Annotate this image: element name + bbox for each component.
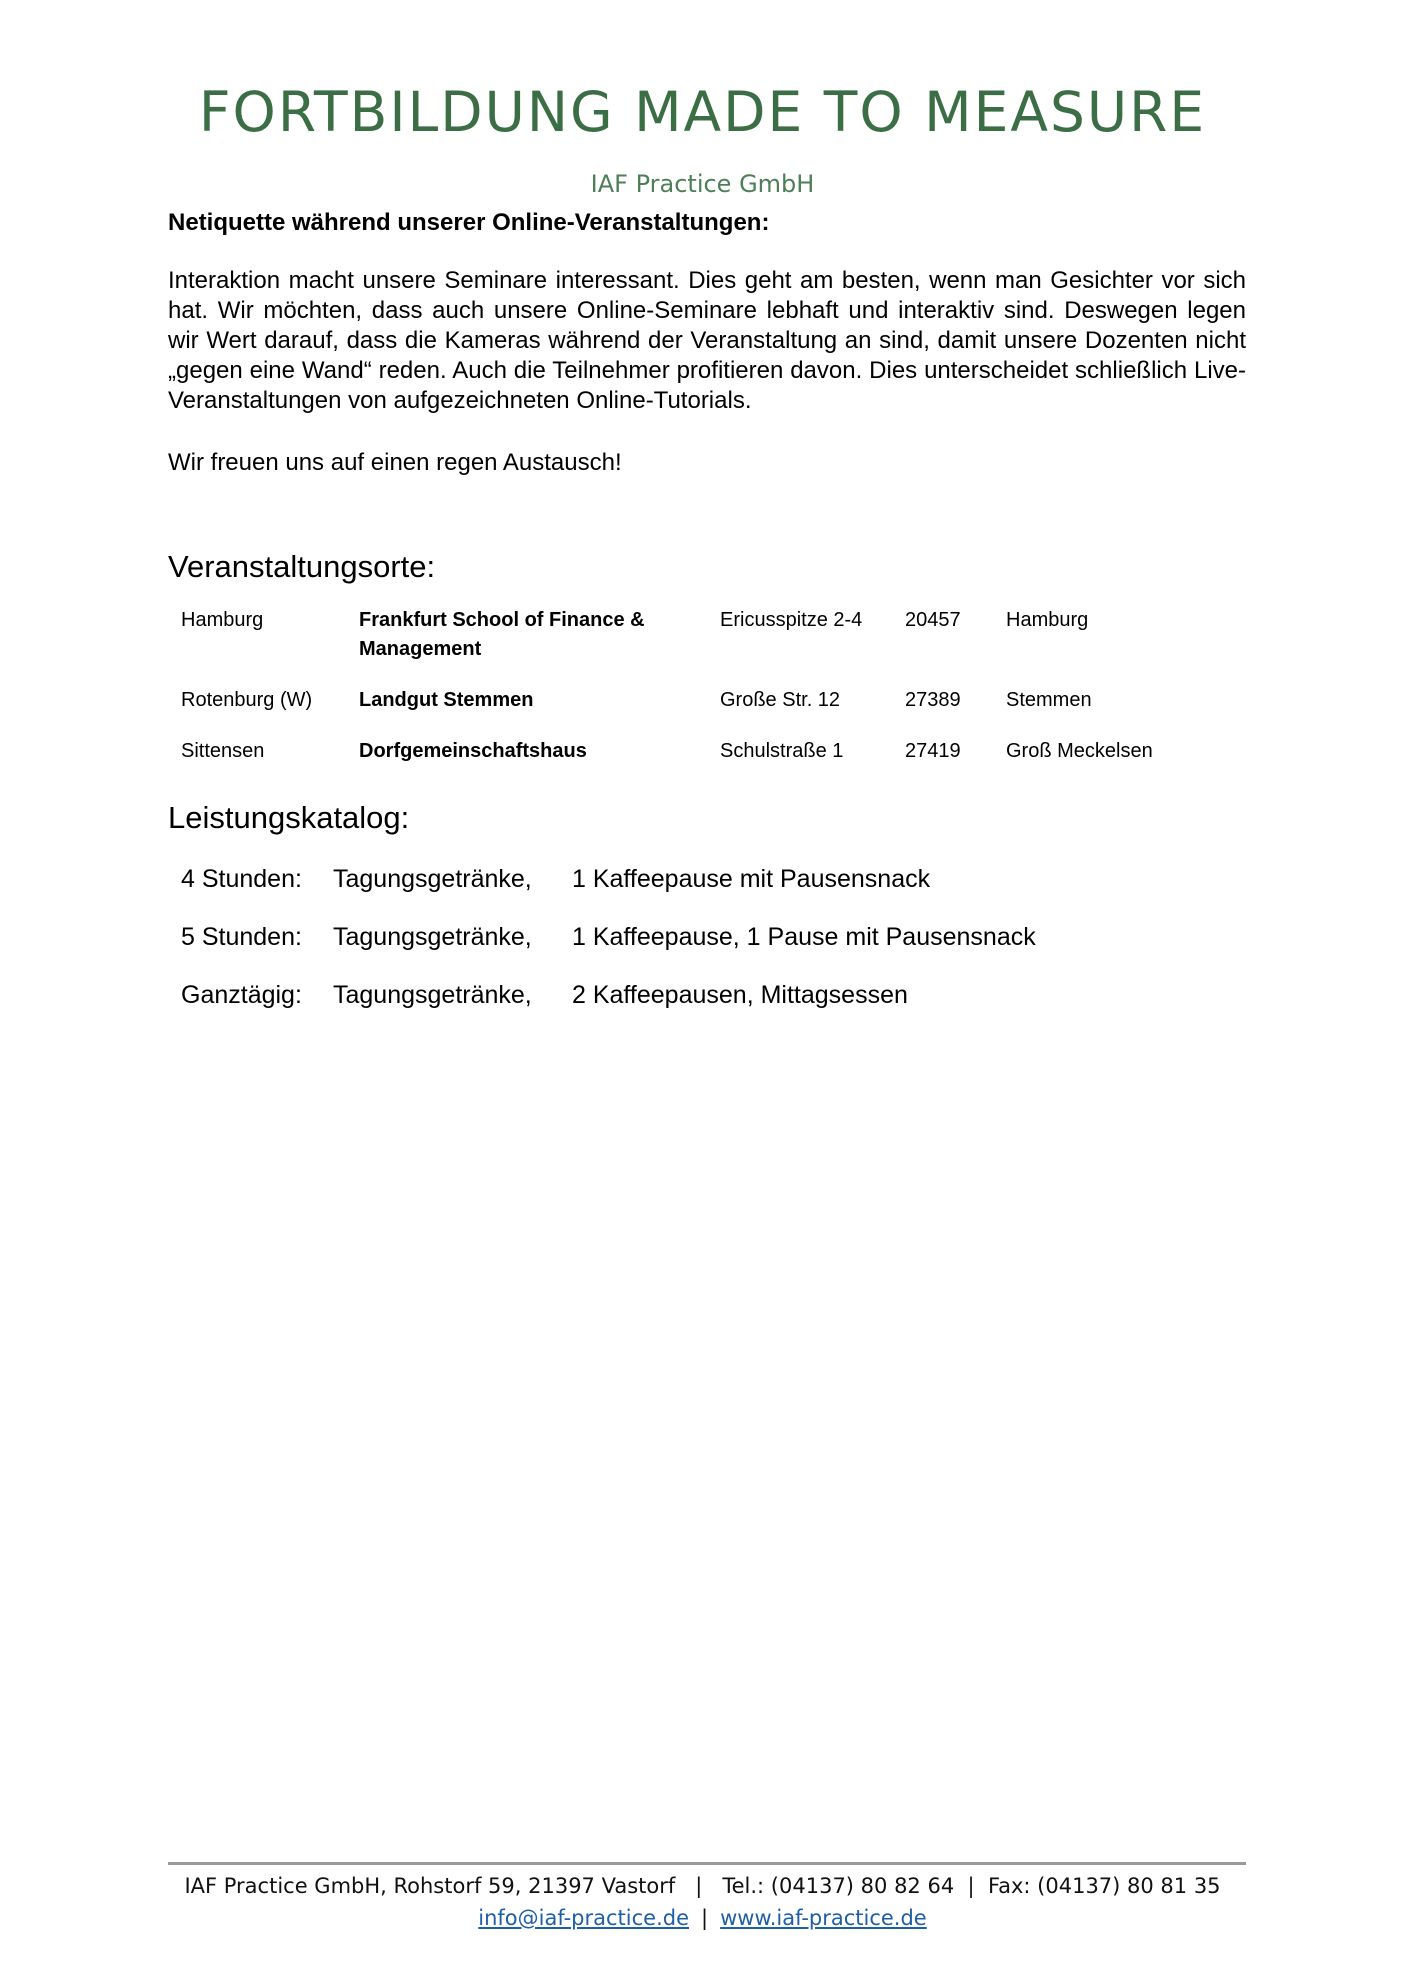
table-row [168,606,1219,686]
table-row [168,920,1049,978]
venue-street: Schulstraße 1 [720,740,844,762]
venue-zip: 27419 [905,740,961,762]
website-link[interactable]: www.iaf-practice.de [720,1906,927,1930]
venue-street: Ericusspitze 2-4 [720,609,863,631]
catalog-extras: 1 Kaffeepause mit Pausensnack [572,865,931,893]
venue-name: Frankfurt School of Finance & Management [359,609,645,660]
venue-city: Hamburg [181,609,264,631]
table-row [168,978,1049,1036]
footer-address: IAF Practice GmbH, Rohstorf 59, 21397 Vastorf | Tel.: (04137) 80 82 64 | Fax: (04137) 80 81 35 [184,1874,1221,1898]
venue-place: Hamburg [1006,609,1089,631]
venue-city: Rotenburg (W) [181,689,313,711]
catalog-table [168,862,1049,1036]
catalog-duration: Ganztägig: [181,981,302,1009]
venues-heading: Veranstaltungsorte: [168,549,436,584]
venue-zip: 27389 [905,689,961,711]
venue-street: Große Str. 12 [720,689,841,711]
catalog-drinks: Tagungsgetränke, [333,865,532,893]
catalog-duration: 4 Stunden: [181,865,302,893]
venue-name: Dorfgemeinschaftshaus [359,740,587,762]
catalog-heading: Leistungskatalog: [168,800,410,835]
company-subtitle: IAF Practice GmbH [590,170,815,198]
catalog-duration: 5 Stunden: [181,923,302,951]
venues-table [168,606,1219,766]
venue-city: Sittensen [181,740,265,762]
footer-divider [168,1862,1246,1865]
netiquette-heading: Netiquette während unserer Online-Veranstaltungen: [168,209,770,236]
venue-place: Groß Meckelsen [1006,740,1153,762]
email-link[interactable]: info@iaf-practice.de [478,1906,690,1930]
catalog-extras: 1 Kaffeepause, 1 Pause mit Pausensnack [572,923,1036,951]
closing-line: Wir freuen uns auf einen regen Austausch! [168,449,622,476]
table-row [168,862,1049,920]
netiquette-paragraph: Interaktion macht unsere Seminare interessant. Dies geht am besten, wenn man Gesichter vor sich hat. Wir möchten, dass auch unsere Online-Seminare lebhaft und interaktiv sind. Deswegen legen wir Wert darauf, dass die Kameras während der Veranstaltung an sind, damit unsere Dozenten nicht „gegen eine Wand“ reden. Auch die Teilnehmer profitieren davon. Dies unterscheidet schließlich Live-Veranstaltungen von aufgezeichneten Online-Tutorials. [168,267,1246,414]
footer-links [0,1902,1405,1934]
footer-separator: | [701,1906,709,1930]
catalog-drinks: Tagungsgetränke, [333,923,532,951]
table-row [168,686,1219,737]
venue-place: Stemmen [1006,689,1092,711]
venue-name: Landgut Stemmen [359,689,534,711]
catalog-drinks: Tagungsgetränke, [333,981,532,1009]
table-row [168,737,1219,766]
catalog-extras: 2 Kaffeepausen, Mittagsessen [572,981,908,1009]
page-title: FORTBILDUNG MADE TO MEASURE [198,80,1207,144]
venue-zip: 20457 [905,609,961,631]
